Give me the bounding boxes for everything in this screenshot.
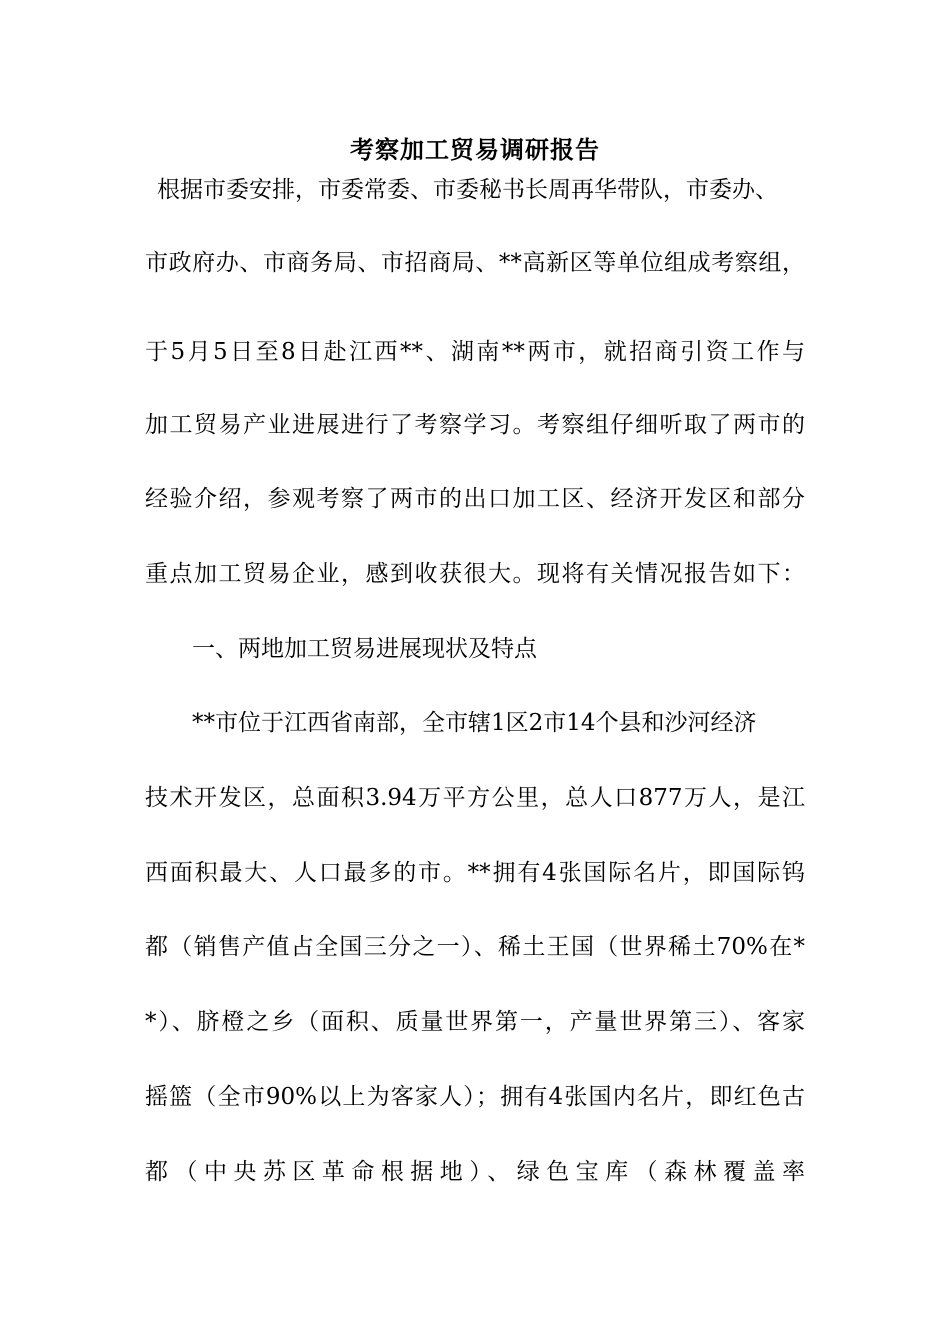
paragraph-line: 都（中央苏区革命根据地）、绿色宝库（森林覆盖率 — [145, 1159, 805, 1185]
paragraph-line: 市政府办、市商务局、市招商局、**高新区等单位组成考察组， — [145, 250, 805, 276]
paragraph-line: 重点加工贸易企业，感到收获很大。现将有关情况报告如下： — [145, 561, 805, 587]
document-title: 考察加工贸易调研报告 — [350, 135, 600, 164]
paragraph-line: 技术开发区，总面积3.94万平方公里，总人口877万人，是江 — [145, 785, 805, 811]
paragraph-line: *）、脐橙之乡（面积、质量世界第一，产量世界第三）、客家 — [145, 1009, 805, 1035]
paragraph-line: 于5月5日至8日赴江西**、湖南**两市，就招商引资工作与 — [145, 339, 805, 365]
paragraph-line: 根据市委安排，市委常委、市委秘书长周再华带队，市委办、 — [157, 177, 778, 203]
section-heading: 一、两地加工贸易进展现状及特点 — [192, 636, 537, 662]
paragraph-line: **市位于江西省南部，全市辖1区2市14个县和沙河经济 — [192, 710, 757, 736]
paragraph-line: 西面积最大、人口最多的市。**拥有4张国际名片，即国际钨 — [145, 860, 805, 886]
paragraph-line: 加工贸易产业进展进行了考察学习。考察组仔细听取了两市的 — [145, 412, 805, 438]
paragraph-line: 经验介绍，参观考察了两市的出口加工区、经济开发区和部分 — [145, 486, 805, 512]
paragraph-line: 摇篮（全市90%以上为客家人）；拥有4张国内名片，即红色古 — [145, 1084, 805, 1110]
paragraph-line: 都（销售产值占全国三分之一）、稀土王国（世界稀土70%在* — [145, 934, 805, 960]
